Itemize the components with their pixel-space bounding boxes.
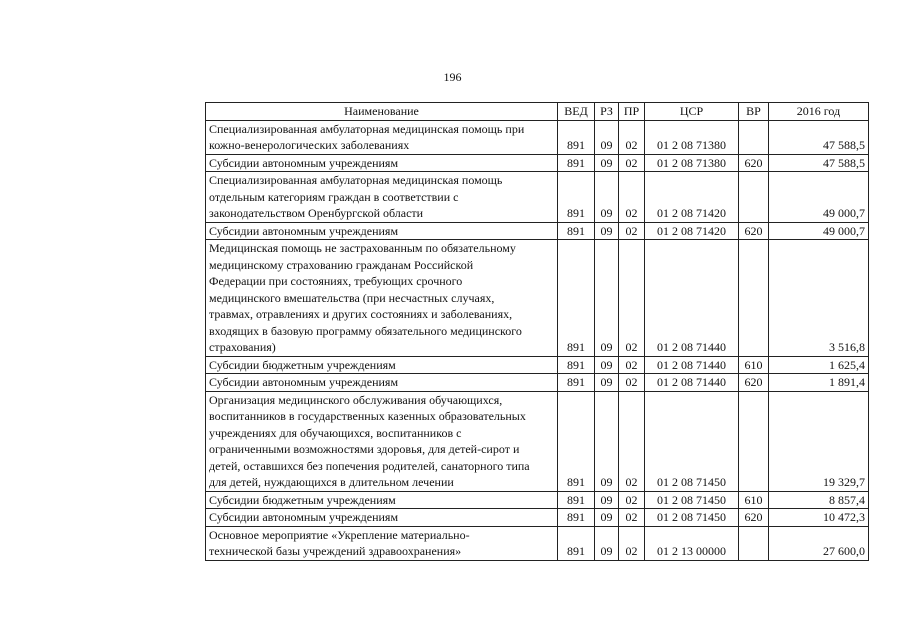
row-amount: 47 588,5 xyxy=(769,120,869,154)
table-row xyxy=(206,356,869,374)
row-pr: 02 xyxy=(619,491,645,509)
row-csr: 01 2 08 71450 xyxy=(645,391,739,491)
row-name: Субсидии автономным учреждениям xyxy=(206,374,558,392)
row-pr: 02 xyxy=(619,172,645,223)
table-row xyxy=(206,391,869,491)
row-name: Основное мероприятие «Укрепление материально- технической базы учреждений здравоохранения» xyxy=(206,526,558,560)
row-name: Субсидии автономным учреждениям xyxy=(206,509,558,527)
table-header-row xyxy=(206,103,869,121)
row-pr: 02 xyxy=(619,526,645,560)
row-rz: 09 xyxy=(595,391,619,491)
row-csr: 01 2 08 71440 xyxy=(645,356,739,374)
row-pr: 02 xyxy=(619,391,645,491)
row-amount: 27 600,0 xyxy=(769,526,869,560)
row-pr: 02 xyxy=(619,356,645,374)
header-vr: ВР xyxy=(739,103,769,121)
row-pr: 02 xyxy=(619,374,645,392)
row-vr xyxy=(739,391,769,491)
row-rz: 09 xyxy=(595,172,619,223)
row-csr: 01 2 08 71450 xyxy=(645,491,739,509)
row-rz: 09 xyxy=(595,491,619,509)
row-csr: 01 2 08 71420 xyxy=(645,172,739,223)
table-row xyxy=(206,154,869,172)
row-amount: 10 472,3 xyxy=(769,509,869,527)
row-name: Субсидии бюджетным учреждениям xyxy=(206,356,558,374)
row-pr: 02 xyxy=(619,154,645,172)
page-number: 196 xyxy=(443,70,462,84)
row-csr: 01 2 13 00000 xyxy=(645,526,739,560)
header-rz: РЗ xyxy=(595,103,619,121)
row-ved: 891 xyxy=(558,391,595,491)
row-amount: 19 329,7 xyxy=(769,391,869,491)
table-row xyxy=(206,374,869,392)
row-rz: 09 xyxy=(595,154,619,172)
budget-table xyxy=(205,102,869,561)
row-name: Медицинская помощь не застрахованным по обязательному медицинскому страхованию гражданам Российской Федерации при состояниях, требующих срочного медицинского вмешательства (при несчастных случаях, травмах, отравлениях и других состояниях и заболеваниях, входящих в базовую программу обязательного медицинского страхования) xyxy=(206,240,558,357)
row-rz: 09 xyxy=(595,240,619,357)
row-vr: 620 xyxy=(739,222,769,240)
row-name: Специализированная амбулаторная медицинская помощь отдельным категориям граждан в соответствии с законодательством Оренбургской области xyxy=(206,172,558,223)
row-pr: 02 xyxy=(619,120,645,154)
row-ved: 891 xyxy=(558,154,595,172)
row-rz: 09 xyxy=(595,509,619,527)
row-ved: 891 xyxy=(558,356,595,374)
row-rz: 09 xyxy=(595,526,619,560)
row-ved: 891 xyxy=(558,509,595,527)
row-rz: 09 xyxy=(595,356,619,374)
row-rz: 09 xyxy=(595,120,619,154)
row-pr: 02 xyxy=(619,222,645,240)
row-ved: 891 xyxy=(558,120,595,154)
row-amount: 1 891,4 xyxy=(769,374,869,392)
header-pr: ПР xyxy=(619,103,645,121)
row-rz: 09 xyxy=(595,374,619,392)
table-row xyxy=(206,240,869,357)
row-amount: 8 857,4 xyxy=(769,491,869,509)
row-csr: 01 2 08 71380 xyxy=(645,154,739,172)
table-row xyxy=(206,491,869,509)
row-vr xyxy=(739,120,769,154)
row-rz: 09 xyxy=(595,222,619,240)
row-name: Организация медицинского обслуживания обучающихся, воспитанников в государственных казенных образовательных учреждениях для обучающихся, воспитанников с ограниченными возможностями здоровья, для детей-сирот и детей, оставшихся без попечения родителей, санаторного типа для детей, нуждающихся в длительном лечении xyxy=(206,391,558,491)
row-amount: 1 625,4 xyxy=(769,356,869,374)
row-csr: 01 2 08 71440 xyxy=(645,374,739,392)
row-vr xyxy=(739,172,769,223)
row-vr: 620 xyxy=(739,374,769,392)
row-amount: 3 516,8 xyxy=(769,240,869,357)
row-amount: 49 000,7 xyxy=(769,222,869,240)
table-row xyxy=(206,509,869,527)
row-pr: 02 xyxy=(619,509,645,527)
header-csr: ЦСР xyxy=(645,103,739,121)
table-row xyxy=(206,222,869,240)
row-ved: 891 xyxy=(558,240,595,357)
row-ved: 891 xyxy=(558,374,595,392)
row-csr: 01 2 08 71380 xyxy=(645,120,739,154)
row-ved: 891 xyxy=(558,526,595,560)
row-ved: 891 xyxy=(558,491,595,509)
row-name: Субсидии автономным учреждениям xyxy=(206,154,558,172)
row-name: Специализированная амбулаторная медицинская помощь при кожно-венерологических заболеваниях xyxy=(206,120,558,154)
row-name: Субсидии автономным учреждениям xyxy=(206,222,558,240)
table-row xyxy=(206,172,869,223)
header-year: 2016 год xyxy=(769,103,869,121)
header-name: Наименование xyxy=(206,103,558,121)
row-ved: 891 xyxy=(558,222,595,240)
row-amount: 47 588,5 xyxy=(769,154,869,172)
row-pr: 02 xyxy=(619,240,645,357)
table-row xyxy=(206,526,869,560)
row-vr xyxy=(739,526,769,560)
row-vr: 610 xyxy=(739,491,769,509)
row-csr: 01 2 08 71440 xyxy=(645,240,739,357)
row-name: Субсидии бюджетным учреждениям xyxy=(206,491,558,509)
row-ved: 891 xyxy=(558,172,595,223)
row-csr: 01 2 08 71450 xyxy=(645,509,739,527)
row-vr: 620 xyxy=(739,154,769,172)
row-vr: 610 xyxy=(739,356,769,374)
row-csr: 01 2 08 71420 xyxy=(645,222,739,240)
row-vr xyxy=(739,240,769,357)
row-vr: 620 xyxy=(739,509,769,527)
header-ved: ВЕД xyxy=(558,103,595,121)
table-row xyxy=(206,120,869,154)
row-amount: 49 000,7 xyxy=(769,172,869,223)
